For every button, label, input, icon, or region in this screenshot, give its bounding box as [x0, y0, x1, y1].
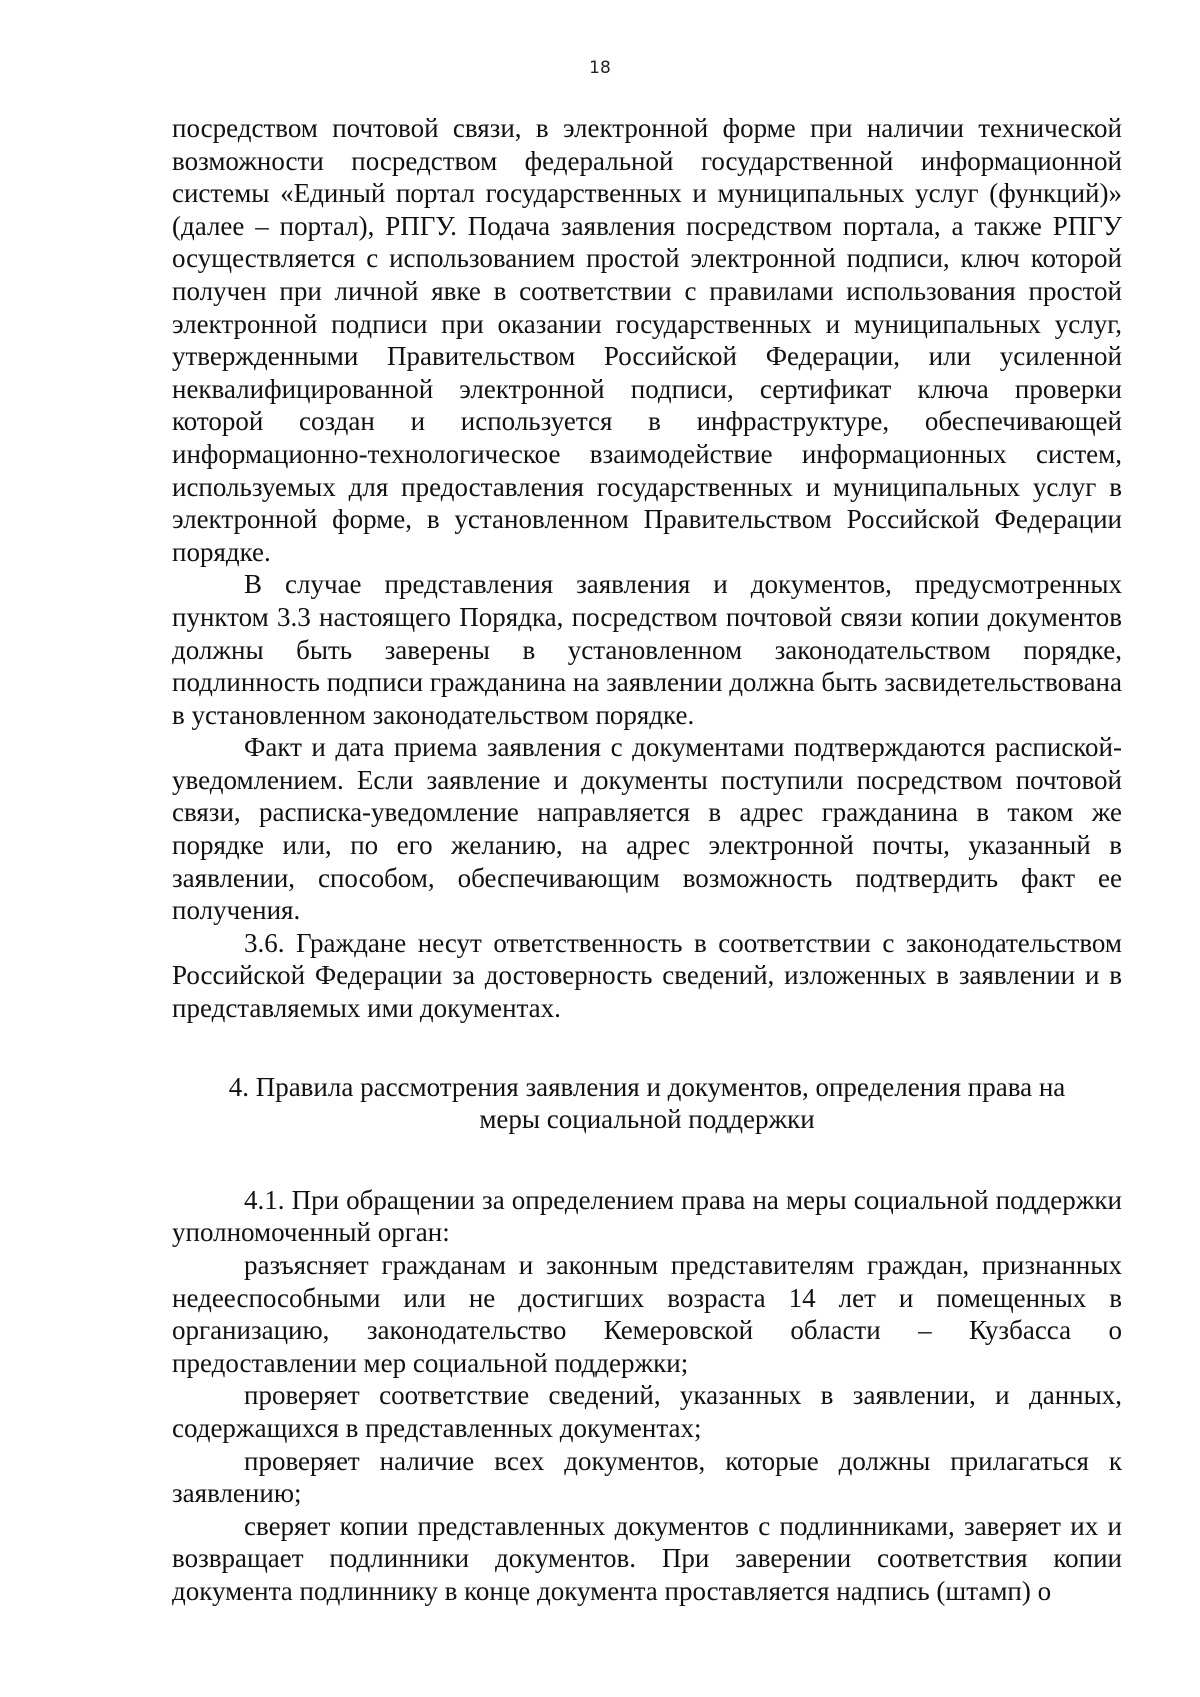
- paragraph-4-1: 4.1. При обращении за определением права на меры социальной поддержки уполномоченный орган:: [172, 1184, 1122, 1248]
- section-heading-line-2: меры социальной поддержки: [479, 1104, 815, 1135]
- paragraph-receipt-notice: Факт и дата приема заявления с документами подтверждаются распиской-уведомлением. Если заявление и документы поступили посредством почтовой связи, расписка-уведомление направляется в адрес гражданина в таком же порядке или, по его желанию, на адрес электронной почты, указанный в заявлении, способом, обеспечивающим возможность подтвердить факт ее получения.: [172, 732, 1122, 926]
- paragraph-continuation: посредством почтовой связи, в электронной форме при наличии технической возможности посредством федеральной государственной информационной системы «Единый портал государственных и муниципальных услуг (функций)» (далее – портал), РПГУ. Подача заявления посредством портала, а также РПГУ осуществляется с использованием простой электронной подписи, ключ которой получен при личной явке в соответствии с правилами использования простой электронной подписи при оказании государственных и муниципальных услуг, утвержденными Правительством Российской Федерации, или усиленной неквалифицированной электронной подписи, сертификат ключа проверки которой создан и используется в инфраструктуре, обеспечивающей информационно-технологическое взаимодействие информационных систем, используемых для предоставления государственных и муниципальных услуг в электронной форме, в установленном Правительством Российской Федерации порядке.: [172, 113, 1122, 567]
- paragraph-checks-information: проверяет соответствие сведений, указанных в заявлении, и данных, содержащихся в представленных документах;: [172, 1380, 1122, 1443]
- section-heading: [172, 1071, 1122, 1136]
- paragraph-3-6: 3.6. Граждане несут ответственность в соответствии с законодательством Российской Федерации за достоверность сведений, изложенных в заявлении и в представляемых ими документах.: [172, 927, 1122, 1024]
- section-heading-line-1: 4. Правила рассмотрения заявления и документов, определения права на: [228, 1071, 1066, 1102]
- paragraph-verifies-copies: сверяет копии представленных документов с подлинниками, заверяет их и возвращает подлинники документов. При заверении соответствия копии документа подлиннику в конце документа проставляется надпись (штамп) о: [172, 1510, 1122, 1606]
- page-number: 18: [589, 58, 611, 78]
- paragraph-checks-documents: проверяет наличие всех документов, которые должны прилагаться к заявлению;: [172, 1445, 1122, 1509]
- document-body: [172, 112, 1122, 1608]
- paragraph-explains-legislation: разъясняет гражданам и законным представителям граждан, признанных недееспособными или не достигших возраста 14 лет и помещенных в организацию, законодательство Кемеровской области – Кузбасса о предоставлении мер социальной поддержки;: [172, 1250, 1122, 1378]
- paragraph-postal-submission: В случае представления заявления и документов, предусмотренных пунктом 3.3 настоящего Порядка, посредством почтовой связи копии документов должны быть заверены в установленном законодательством порядке, подлинность подписи гражданина на заявлении должна быть засвидетельствована в установленном законодательством порядке.: [172, 569, 1122, 730]
